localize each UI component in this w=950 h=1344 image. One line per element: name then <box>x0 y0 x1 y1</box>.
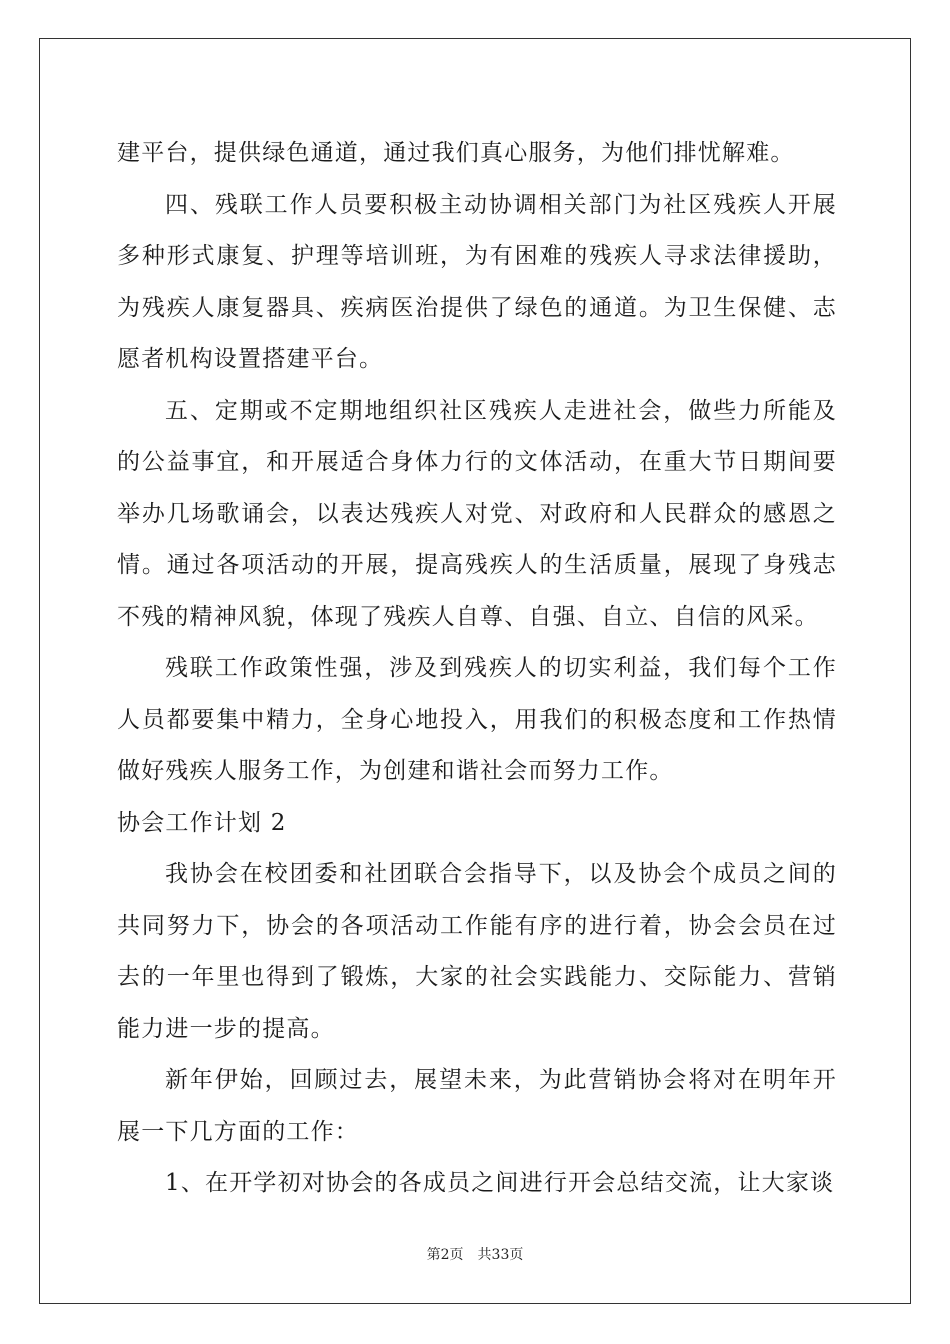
page-total: 共33页 <box>477 1247 524 1263</box>
document-body <box>117 128 837 1210</box>
paragraph-0: 建平台，提供绿色通道，通过我们真心服务，为他们排忧解难。 <box>117 140 795 166</box>
paragraph-1: 四、残联工作人员要积极主动协调相关部门为社区残疾人开展多种形式康复、护理等培训班，为有困难的残疾人寻求法律援助，为残疾人康复器具、疾病医治提供了绿色的通道。为卫生保健、志愿者机构设置搭建平台。 <box>117 191 837 372</box>
page-footer <box>0 1244 950 1264</box>
paragraph-2: 五、定期或不定期地组织社区残疾人走进社会，做些力所能及的公益事宜，和开展适合身体力行的文体活动，在重大节日期间要举办几场歌诵会，以表达残疾人对党、对政府和人民群众的感恩之情。通过各项活动的开展，提高残疾人的生活质量，展现了身残志不残的精神风貌，体现了残疾人自尊、自强、自立、自信的风采。 <box>117 397 837 630</box>
section-heading: 协会工作计划 2 <box>117 809 287 836</box>
paragraph-6: 1、在开学初对协会的各成员之间进行开会总结交流，让大家谈 <box>165 1170 835 1196</box>
paragraph-4: 我协会在校团委和社团联合会指导下，以及协会个成员之间的共同努力下，协会的各项活动工作能有序的进行着，协会会员在过去的一年里也得到了锻炼，大家的社会实践能力、交际能力、营销能力进一步的提高。 <box>117 861 837 1042</box>
paragraph-3: 残联工作政策性强，涉及到残疾人的切实利益，我们每个工作人员都要集中精力，全身心地投入，用我们的积极态度和工作热情做好残疾人服务工作，为创建和谐社会而努力工作。 <box>117 655 837 784</box>
paragraph-5: 新年伊始，回顾过去，展望未来，为此营销协会将对在明年开展一下几方面的工作： <box>117 1067 837 1145</box>
page-number: 第2页 <box>426 1247 464 1263</box>
